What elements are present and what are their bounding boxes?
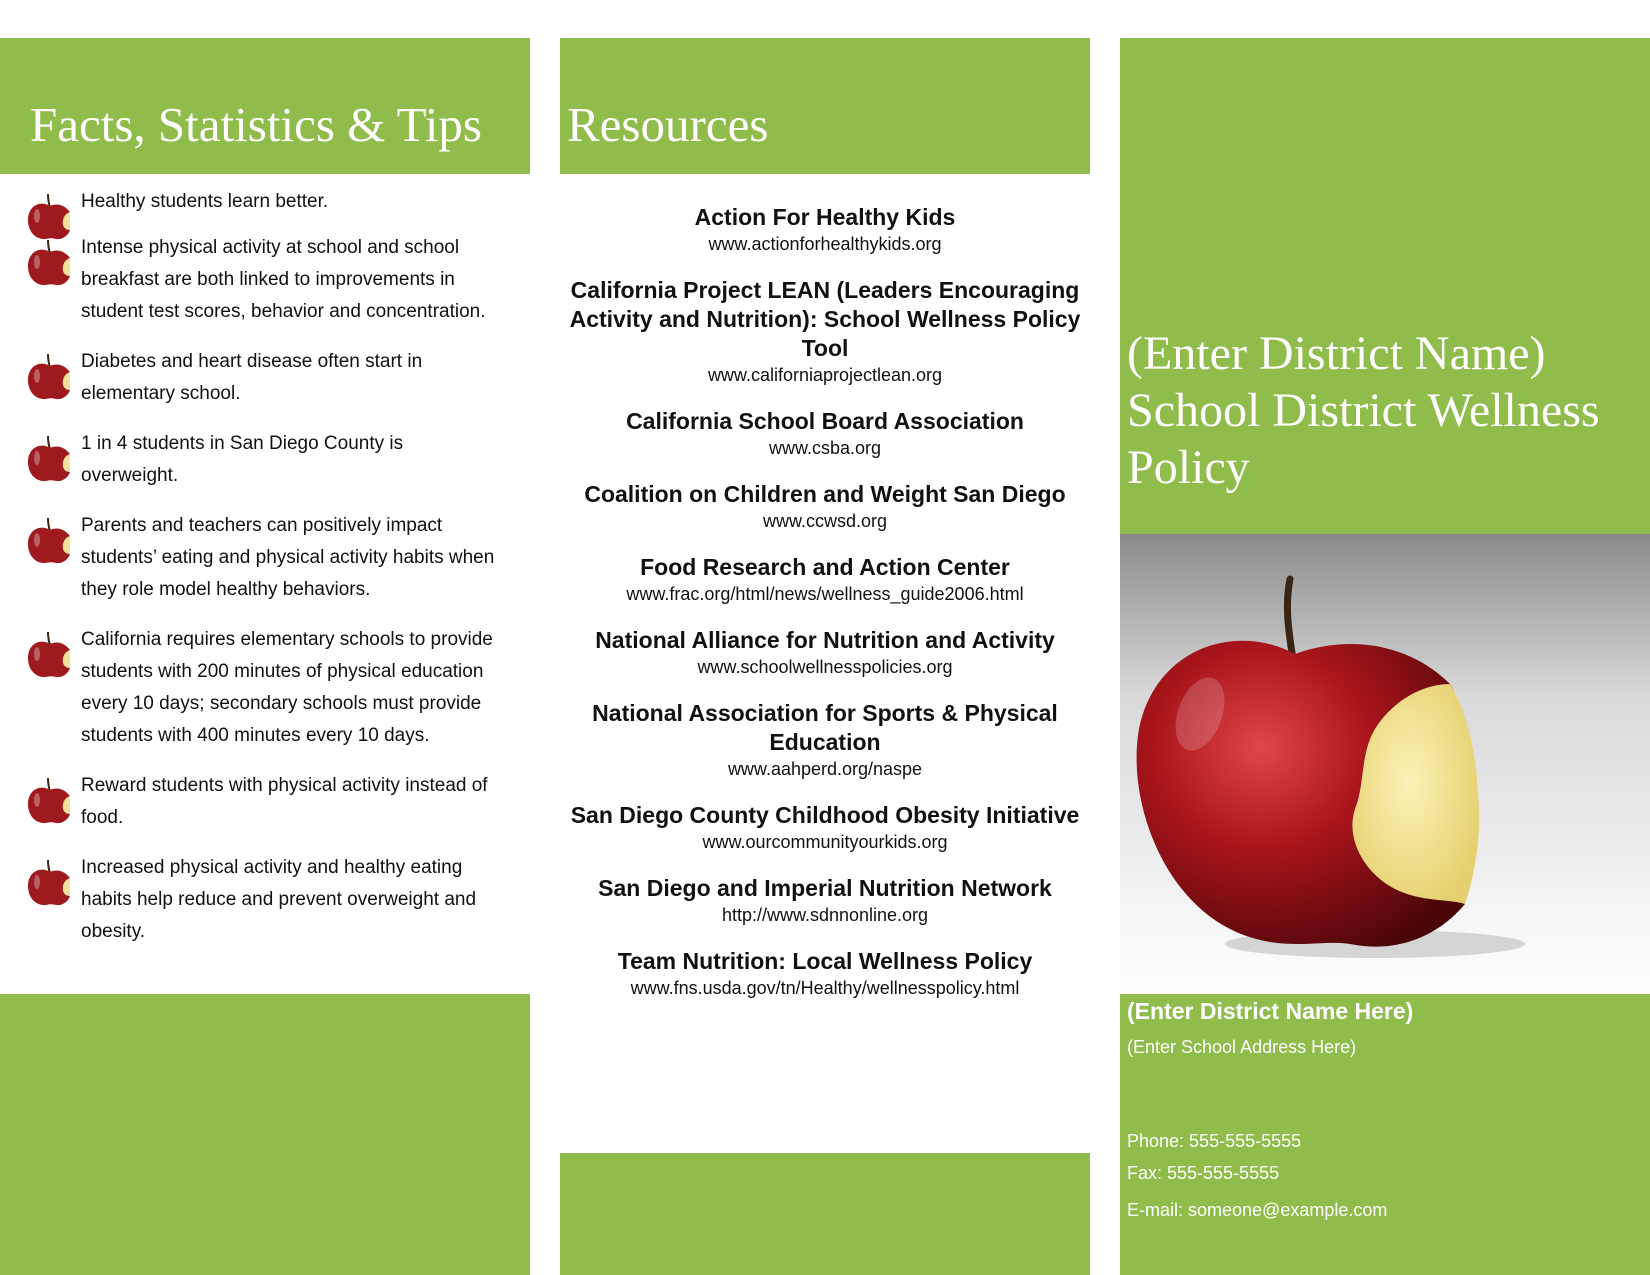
resource-url[interactable]: www.schoolwellnesspolicies.org — [697, 657, 953, 677]
resource-name: California School Board Association — [626, 408, 1024, 434]
fact-item — [26, 510, 496, 606]
email-address[interactable]: E-mail: someone@example.com — [1127, 1200, 1388, 1220]
fact-text: Reward students with physical activity instead of food. — [81, 775, 488, 828]
school-address: (Enter School Address Here) — [1127, 1037, 1357, 1057]
bitten-apple-photo — [1120, 534, 1650, 994]
facts-list — [26, 186, 496, 948]
apple-icon — [26, 236, 74, 288]
resource-item — [560, 276, 1090, 388]
resource-url[interactable]: www.fns.usda.gov/tn/Healthy/wellnesspolicy.html — [630, 978, 1020, 998]
district-name: (Enter District Name Here) — [1127, 998, 1414, 1024]
apple-icon — [26, 432, 74, 484]
fact-item — [26, 186, 496, 218]
resource-item — [560, 801, 1090, 855]
fact-item — [26, 852, 496, 948]
resource-item — [560, 553, 1090, 607]
resource-url[interactable]: www.aahperd.org/naspe — [727, 759, 923, 779]
resource-item — [560, 699, 1090, 782]
resource-url[interactable]: www.californiaprojectlean.org — [707, 365, 943, 385]
fact-text: Diabetes and heart disease often start in elementary school. — [81, 351, 423, 404]
resource-name: San Diego County Childhood Obesity Initiative — [570, 802, 1080, 828]
resources-footer-band — [560, 1153, 1090, 1275]
fax-number: Fax: 555-555-5555 — [1127, 1163, 1280, 1183]
fact-text: California requires elementary schools to provide students with 200 minutes of physical education every 10 days; secondary schools must provide students with 400 minutes every 10 days. — [81, 629, 493, 746]
resource-url[interactable]: www.ourcommunityourkids.org — [702, 832, 948, 852]
resource-url[interactable]: www.csba.org — [768, 438, 882, 458]
resources-title: Resources — [567, 97, 769, 152]
resource-name: National Alliance for Nutrition and Activity — [595, 627, 1055, 653]
resource-item — [560, 626, 1090, 680]
apple-icon — [26, 628, 74, 680]
fact-text: Healthy students learn better. — [81, 191, 329, 212]
cover-title: (Enter District Name) School District Wellness Policy — [1127, 327, 1600, 494]
resource-name: Food Research and Action Center — [640, 554, 1010, 580]
apple-icon — [26, 774, 74, 826]
fact-item — [26, 232, 496, 328]
resource-url[interactable]: www.frac.org/html/news/wellness_guide2006.html — [626, 584, 1024, 604]
fact-item — [26, 770, 496, 834]
fact-text: Parents and teachers can positively impact students’ eating and physical activity habits when they role model healthy behaviors. — [81, 515, 495, 600]
resource-item — [560, 203, 1090, 257]
resource-item — [560, 947, 1090, 1001]
phone-number: Phone: 555-555-5555 — [1127, 1131, 1302, 1151]
resource-url[interactable]: www.ccwsd.org — [762, 511, 888, 531]
fact-item — [26, 624, 496, 752]
resource-url[interactable]: www.actionforhealthykids.org — [708, 234, 942, 254]
resource-name: Coalition on Children and Weight San Diego — [584, 481, 1066, 507]
fact-text: Intense physical activity at school and school breakfast are both linked to improvements in student test scores, behavior and concentration. — [81, 237, 486, 322]
apple-icon — [26, 350, 74, 402]
resource-name: Action For Healthy Kids — [694, 204, 956, 230]
facts-footer-band — [0, 994, 530, 1275]
resource-name: California Project LEAN (Leaders Encouraging Activity and Nutrition): School Wellness Policy Tool — [569, 277, 1081, 361]
resource-url[interactable]: http://www.sdnnonline.org — [721, 905, 929, 925]
resource-item — [560, 407, 1090, 461]
fact-text: 1 in 4 students in San Diego County is overweight. — [81, 433, 404, 486]
resources-list — [560, 203, 1090, 1020]
resource-name: Team Nutrition: Local Wellness Policy — [617, 948, 1033, 974]
fact-item — [26, 346, 496, 410]
apple-icon — [26, 856, 74, 908]
resource-item — [560, 874, 1090, 928]
resource-name: San Diego and Imperial Nutrition Network — [598, 875, 1052, 901]
resource-name: National Association for Sports & Physical Education — [592, 700, 1058, 755]
facts-title: Facts, Statistics & Tips — [30, 97, 483, 152]
resource-item — [560, 480, 1090, 534]
fact-text: Increased physical activity and healthy eating habits help reduce and prevent overweight and obesity. — [81, 857, 477, 942]
apple-icon — [26, 514, 74, 566]
fact-item — [26, 428, 496, 492]
